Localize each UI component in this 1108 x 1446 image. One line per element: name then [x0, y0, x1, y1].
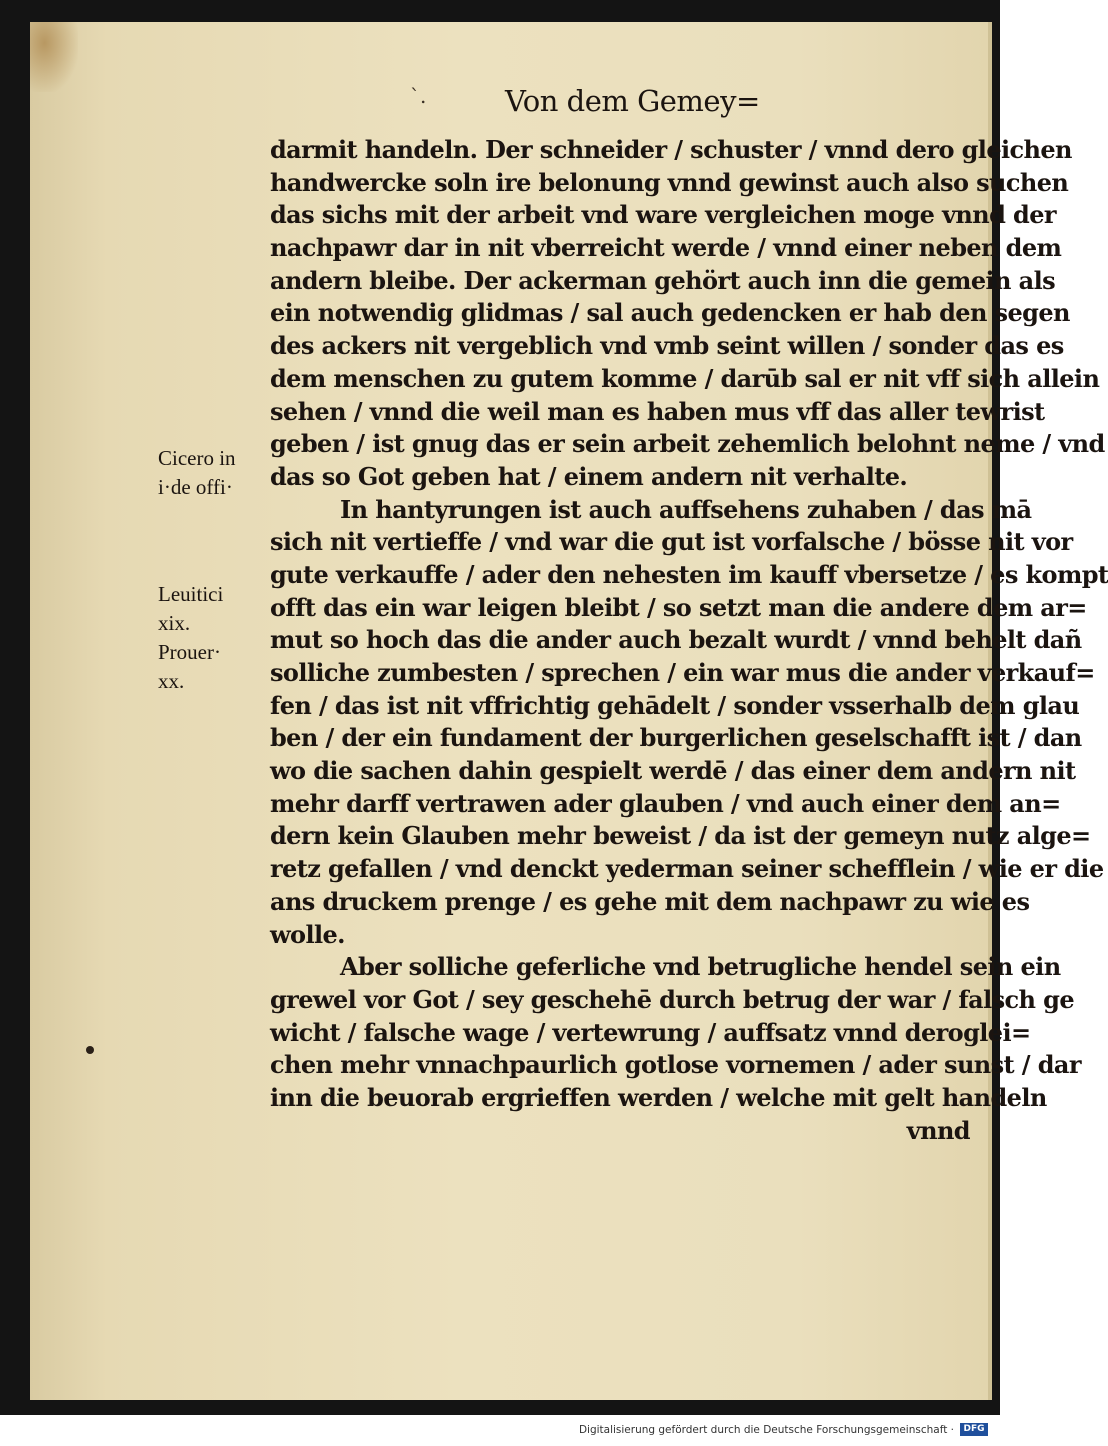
margin-note-line: Prouer·	[158, 640, 221, 664]
text-line: solliche zumbesten / sprechen / ein war mus die ander verkauf=	[270, 658, 1095, 687]
page-stain	[30, 22, 78, 92]
text-line: geben / ist gnug das er sein arbeit zehemlich belohnt neme / vnd	[270, 429, 1105, 459]
text-line: dern kein Glauben mehr beweist / da ist der gemeyn nutz alge=	[270, 821, 1091, 851]
text-line: das so Got geben hat / einem andern nit verhalte.	[270, 461, 908, 491]
text-line: offt das ein war leigen bleibt / so setzt man die andere dem ar=	[270, 592, 1087, 622]
text-line: gute verkauffe / ader den nehesten im kauff vbersetze / es kompt	[270, 559, 1108, 589]
text-line: grewel vor Got / sey geschehē durch betrug der war / falsch ge	[270, 984, 1074, 1014]
text-line: darmit handeln. Der schneider / schuster / vnnd dero gleichen	[270, 135, 1072, 164]
text-line: retz gefallen / vnd denckt yederman seiner schefflein / wie er die	[270, 854, 1104, 884]
margin-note-line: xx.	[158, 669, 185, 693]
margin-note-line: i·de offi·	[158, 475, 233, 499]
margin-note-leuitici	[158, 580, 268, 696]
text-line: Aber solliche geferliche vnd betrugliche hendel sein ein	[340, 952, 1061, 982]
margin-note-line: Leuitici	[158, 582, 224, 606]
text-line: andern bleibe. Der ackerman gehört auch inn die gemein als	[270, 265, 1056, 295]
margin-note-line: xix.	[158, 611, 191, 635]
dfg-logo-icon: DFG	[960, 1423, 988, 1436]
text-line: dem menschen zu gutem komme / darūb sal er nit vff sich allein	[270, 363, 1100, 393]
text-line: ben / der ein fundament der burgerlichen geselschafft ist / dan	[270, 723, 1082, 753]
text-line: mut so hoch das die ander auch bezalt wurdt / vnnd behelt dañ	[270, 625, 1082, 655]
body-text	[270, 134, 1108, 1147]
text-line: In hantyrungen ist auch auffsehens zuhaben / das mā	[340, 494, 1032, 524]
text-line: das sichs mit der arbeit vnd ware vergleichen moge vnnd der	[270, 200, 1056, 230]
text-line: wo die sachen dahin gespielt werdē / das einer dem andern nit	[270, 756, 1076, 786]
text-line: mehr darff vertrawen ader glauben / vnd auch einer dem an=	[270, 788, 1061, 818]
text-line: wolle.	[270, 919, 345, 949]
text-line: ein notwendig glidmas / sal auch gedencken er hab den segen	[270, 298, 1070, 328]
text-line: ans druckem prenge / es gehe mit dem nachpawr zu wie es	[270, 886, 1030, 916]
text-line: sich nit vertieffe / vnd war die gut ist vorfalsche / bösse nit vor	[270, 527, 1073, 557]
footer-credit: Digitalisierung gefördert durch die Deutsche Forschungsgemeinschaft ·	[578, 1424, 954, 1436]
text-line: sehen / vnnd die weil man es haben mus vff das aller tewrist	[270, 396, 1045, 426]
header-mark: `.	[410, 84, 427, 108]
text-line: chen mehr vnnachpaurlich gotlose vornemen / ader sunst / dar	[270, 1050, 1081, 1080]
ink-dot	[86, 1046, 94, 1054]
margin-note-line: Cicero in	[158, 446, 236, 470]
text-line: wicht / falsche wage / vertewrung / auffsatz vnnd deroglei=	[270, 1017, 1031, 1047]
margin-note-cicero	[158, 444, 268, 502]
running-header: Von dem Gemey=	[505, 84, 760, 118]
text-line: fen / das ist nit vffrichtig gehādelt / sonder vsserhalb dem glau	[270, 690, 1080, 720]
text-line: handwercke soln ire belonung vnnd gewinst auch also suchen	[270, 167, 1069, 197]
text-line: inn die beuorab ergrieffen werden / welche mit gelt handeln	[270, 1082, 1047, 1112]
text-line: nachpawr dar in nit vberreicht werde / vnnd einer neben dem	[270, 233, 1062, 263]
text-line-catchword: vnnd	[906, 1115, 970, 1145]
text-line: des ackers nit vergeblich vnd vmb seint willen / sonder das es	[270, 331, 1064, 361]
